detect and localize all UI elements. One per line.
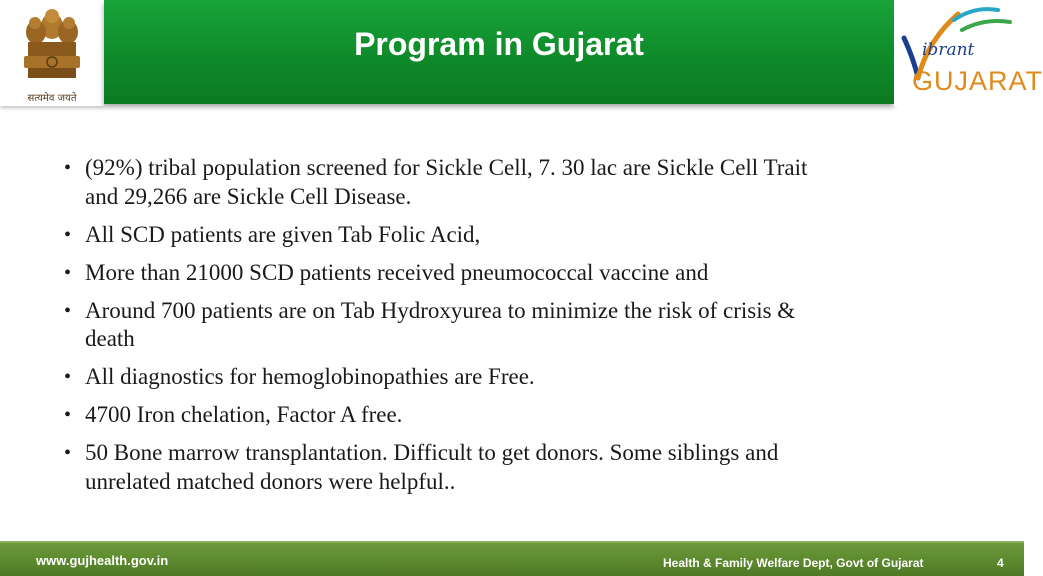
logo-text-vibrant: ibrant xyxy=(922,40,975,60)
slide-title: Program in Gujarat xyxy=(354,26,644,62)
bullet-dot-icon: • xyxy=(64,442,72,464)
slide-footer xyxy=(0,541,1024,576)
page-number: 4 xyxy=(997,556,1004,570)
bullet-item: • Around 700 patients are on Tab Hydroxyurea to minimize the risk of crisis & death xyxy=(64,297,796,351)
bullet-dot-icon: • xyxy=(64,261,72,284)
bullet-list xyxy=(64,154,964,506)
bullet-dot-icon: • xyxy=(64,157,72,179)
slide-header xyxy=(0,0,1043,108)
bullet-dot-icon: • xyxy=(64,404,72,426)
bullet-item: • 50 Bone marrow transplantation. Difficult to get donors. Some siblings and unrelated matched donors were helpful.. xyxy=(64,440,779,494)
bullet-item: • All SCD patients are given Tab Folic Acid, xyxy=(64,221,964,250)
footer-website: www.gujhealth.gov.in xyxy=(36,553,169,568)
footer-department: Health & Family Welfare Dept, Govt of Gujarat xyxy=(663,556,924,570)
emblem-motto: सत्यमेव जयते xyxy=(27,93,77,104)
bullet-item: • 4700 Iron chelation, Factor A free. xyxy=(64,401,964,430)
bullet-dot-icon: • xyxy=(64,366,72,388)
logo-text-gujarat: GUJARAT xyxy=(912,66,1043,96)
left-logo xyxy=(0,0,104,106)
bullet-dot-icon: • xyxy=(64,299,72,322)
bullet-item: • More than 21000 SCD patients received pneumococcal vaccine and xyxy=(64,259,964,288)
bullet-dot-icon: • xyxy=(64,223,72,246)
bullet-item: • All diagnostics for hemoglobinopathies are Free. xyxy=(64,363,964,392)
ashoka-emblem-icon xyxy=(18,4,86,88)
bullet-item: • (92%) tribal population screened for Sickle Cell, 7. 30 lac are Sickle Cell Trait and 29,266 are Sickle Cell Disease. xyxy=(64,155,808,209)
right-logo xyxy=(894,0,1043,106)
title-bar xyxy=(104,0,894,104)
